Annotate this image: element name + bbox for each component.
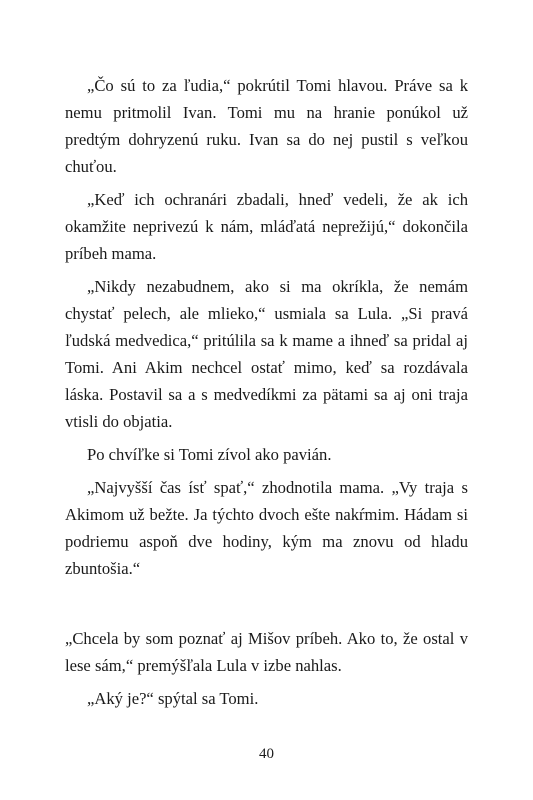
- paragraph: Po chvíľke si Tomi zívol ako pavián.: [87, 445, 332, 464]
- paragraph: „Najvyšší čas ísť spať,“ zhodnotila mama. „Vy traja s Akimom už bežte. Ja týchto dvoch ešte nakŕmim. Hádam si podriemu aspoň dve hodiny, kým ma znovu od hladu zbuntošia.“: [65, 478, 468, 578]
- text-section-1: [65, 72, 468, 588]
- paragraph: „Aký je?“ spýtal sa Tomi.: [87, 689, 259, 708]
- page-number: 40: [259, 746, 274, 762]
- paragraph: „Čo sú to za ľudia,“ pokrútil Tomi hlavou. Práve sa k nemu pritmolil Ivan. Tomi mu na hranie ponúkol už predtým dohryzenú ruku. Ivan sa do nej pustil s veľkou chuťou.: [65, 76, 468, 176]
- paragraph: „Keď ich ochranári zbadali, hneď vedeli, že ak ich okamžite neprivezú k nám, mláďatá neprežijú,“ dokončila príbeh mama.: [65, 190, 468, 263]
- paragraph: „Nikdy nezabudnem, ako si ma okríkla, že nemám chystať pelech, ale mlieko,“ usmiala sa Lula. „Si pravá ľudská medvedica,“ pritúlila sa k mame a ihneď sa pridal aj Tomi. Ani Akim nechcel ostať mimo, keď sa rozdávala láska. Postavil sa a s medvedíkmi za pätami sa aj oni traja vtisli do objatia.: [65, 277, 468, 431]
- paragraph: „Chcela by som poznať aj Mišov príbeh. Ako to, že ostal v lese sám,“ premýšľala Lula v izbe nahlas.: [65, 629, 468, 675]
- text-section-2: [65, 625, 468, 718]
